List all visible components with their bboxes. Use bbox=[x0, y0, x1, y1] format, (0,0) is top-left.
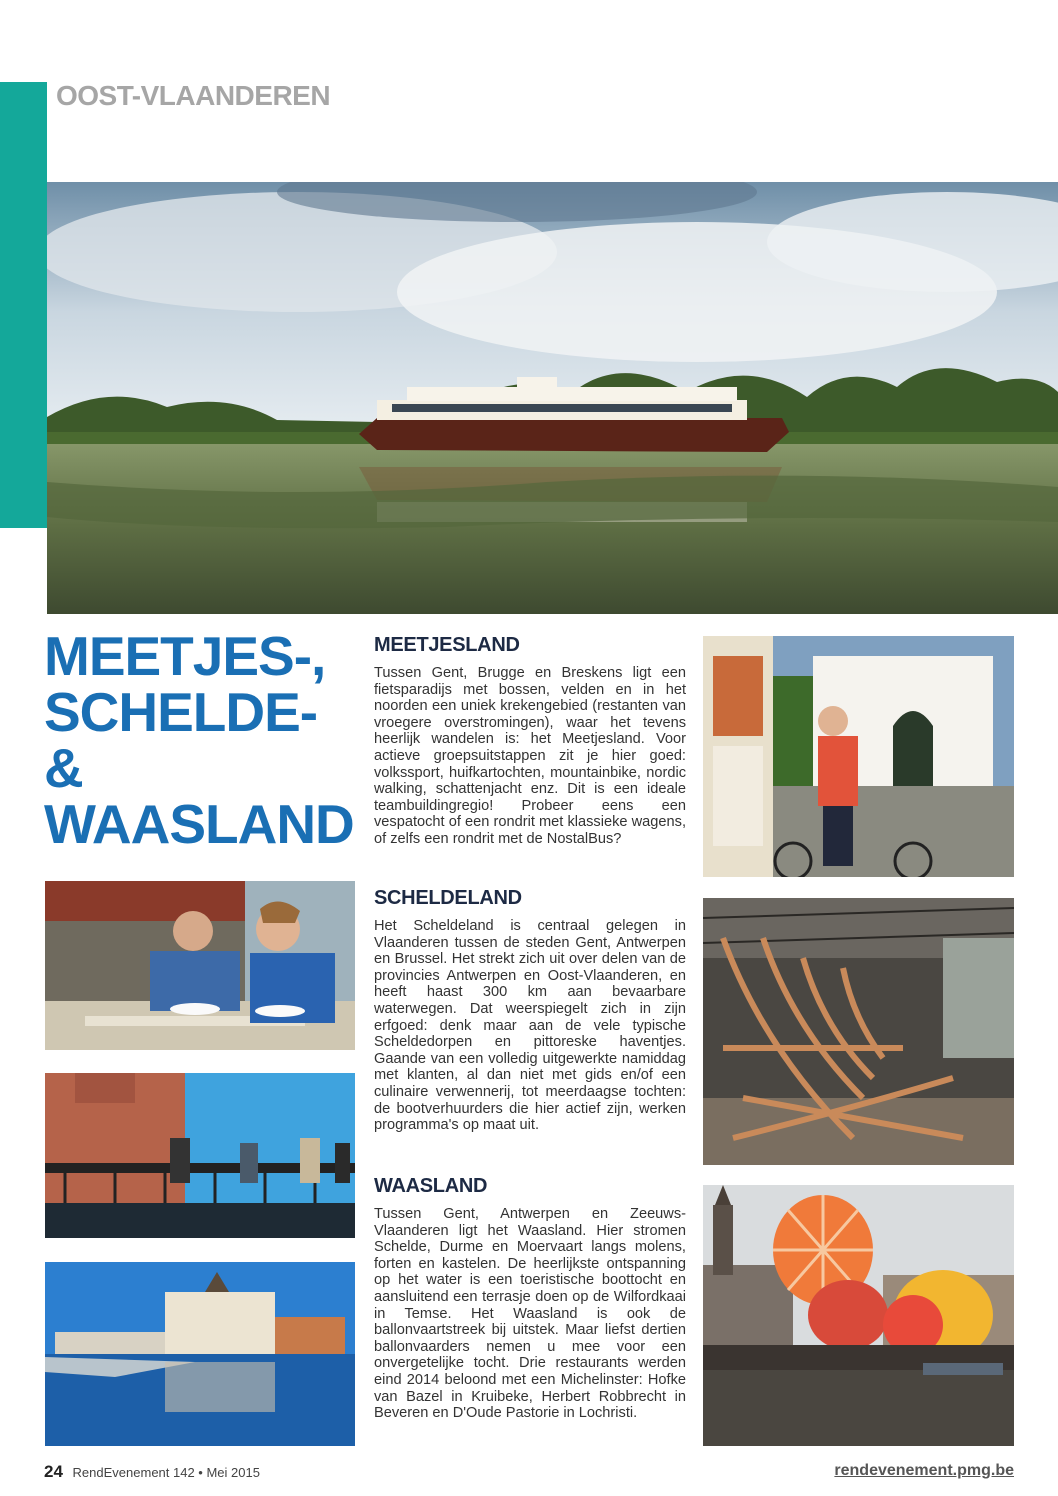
photo-woman-info-board bbox=[703, 636, 1014, 877]
scheldeland-title: SCHELDELAND bbox=[374, 887, 522, 909]
headline-line-2: SCHELDE- & bbox=[44, 681, 318, 799]
headline-line-3: WAASLAND bbox=[44, 793, 354, 855]
meetjesland-title: MEETJESLAND bbox=[374, 634, 520, 656]
issue-label: RendEvenement 142 • Mei 2015 bbox=[72, 1465, 260, 1480]
section-meetjesland bbox=[374, 634, 686, 848]
section-waasland bbox=[374, 1175, 686, 1422]
waasland-title: WAASLAND bbox=[374, 1175, 488, 1197]
photo-boat-frame-construction bbox=[703, 898, 1014, 1165]
website-link[interactable]: rendevenement.pmg.be bbox=[834, 1462, 1014, 1479]
waasland-body: Tussen Gent, Antwerpen en Zeeuws-Vlaanderen ligt het Waasland. Hier stromen Schelde, Durme en Moervaart langs molens, forten en kastelen. De heerlijkste ontspanning op het water is een toeristische boottocht en aansluitend een terrasje doen op de Wilfordkaai in Temse. Het Waasland is ook de ballonvaartstreek bij uitstek. Maar liefst dertien ballonvaarders nemen u mee voor een onvergetelijke tocht. Drie restaurants werden eind 2014 beloond met een Michelinster: Hofke van Bazel in Kruibeke, Herbert Robbrecht in Beveren en D'Oude Pastorie in Lochristi. bbox=[374, 1206, 686, 1422]
headline-line-1: MEETJES-, bbox=[44, 625, 326, 687]
page-number: 24 bbox=[44, 1462, 63, 1481]
accent-bar bbox=[0, 82, 47, 528]
section-label: OOST-VLAANDEREN bbox=[56, 80, 331, 111]
photo-terrace-diners bbox=[45, 881, 355, 1050]
hero-photo-boat bbox=[47, 182, 1058, 614]
photo-bridge-cyclists bbox=[45, 1073, 355, 1238]
meetjesland-body: Tussen Gent, Brugge en Breskens ligt een fietsparadijs met bossen, velden en in het noorden een uniek krekengebied (restanten van vroegere overstromingen), waar het tevens heerlijk wandelen is: het Meetjesland. Voor actieve groepsuitstappen zit je hier goed: volkssport, huifkartochten, mountainbike, nordic walking, schattenjacht enz. Dit is een ideale teambuildingregio! Probeer eens een vespatocht of een rondrit met klassieke wagens, of zelfs een rondrit met de NostalBus? bbox=[374, 665, 686, 847]
scheldeland-body: Het Scheldeland is centraal gelegen in Vlaanderen tussen de steden Gent, Antwerpen en Brussel. Het strekt zich uit over delen van de provincies Antwerpen en Oost-Vlaanderen, en heeft haast 300 km aan bevaarbare waterwegen. Dat weerspiegelt zich in zijn erfgoed: denk maar aan de vele typische Scheldedorpen en pittoreske haventjes. Gaande van een volledig uitgewerkte namiddag met klanten, al dan niet met gids en/of een culinaire verwennerij, tot meerdaagse tochten: de bootverhuurders die hier actief zijn, werken programma's op maat uit. bbox=[374, 918, 686, 1134]
footer-issue-info bbox=[44, 1462, 260, 1482]
photo-hot-air-balloons bbox=[703, 1185, 1014, 1446]
section-scheldeland bbox=[374, 887, 686, 1134]
page-headline bbox=[44, 625, 364, 855]
photo-town-reflection bbox=[45, 1262, 355, 1446]
